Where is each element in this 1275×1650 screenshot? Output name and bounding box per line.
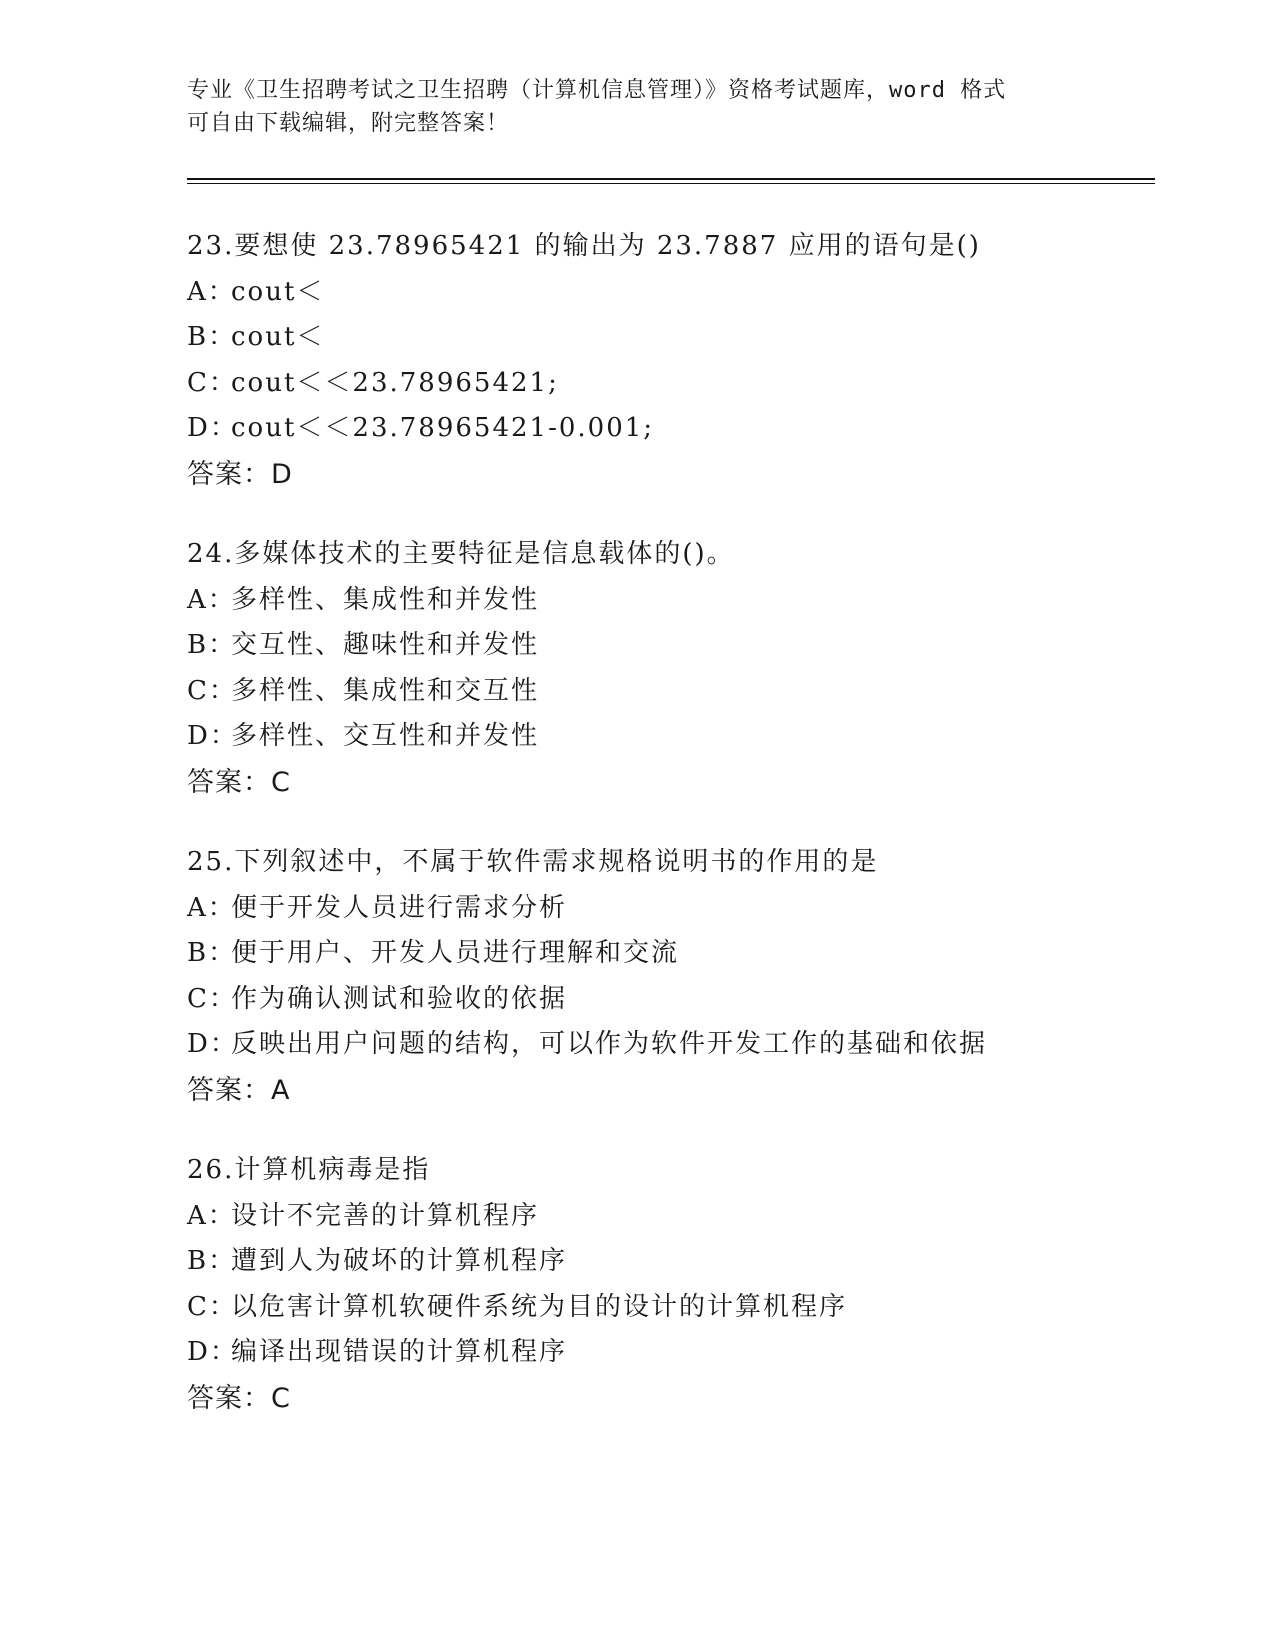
question-stem: 23.要想使 23.78965421 的输出为 23.7887 应用的语句是(): [187, 231, 981, 261]
option-label: A：: [187, 584, 236, 615]
option-text: 遭到人为破坏的计算机程序: [231, 1246, 568, 1276]
question-23: [187, 224, 1187, 497]
option-d: [187, 1330, 1187, 1376]
question-stem: 24.多媒体技术的主要特征是信息载体的()。: [187, 539, 735, 569]
option-text: cout＜: [231, 322, 325, 352]
header-divider: [187, 178, 1155, 184]
option-label: D：: [187, 413, 238, 443]
option-d: [187, 1022, 1187, 1068]
option-text: cout＜: [231, 276, 325, 307]
option-label: B：: [187, 322, 237, 352]
option-text: 以危害计算机软硬件系统为目的设计的计算机程序: [231, 1291, 848, 1322]
answer: 答案：A: [187, 1074, 291, 1106]
option-a: [187, 578, 1187, 624]
option-b: [187, 1239, 1187, 1285]
option-label: B：: [187, 938, 237, 968]
document-header: [187, 74, 1087, 140]
answer: 答案：C: [187, 1382, 291, 1414]
option-label: B：: [187, 630, 237, 660]
option-text: 编译出现错误的计算机程序: [231, 1337, 568, 1367]
option-label: C：: [187, 983, 237, 1014]
option-text: 多样性、集成性和并发性: [231, 584, 540, 615]
question-stem: 26.计算机病毒是指: [187, 1155, 431, 1185]
question-26: [187, 1148, 1187, 1421]
option-label: C：: [187, 1291, 237, 1322]
header-line-2: 可自由下载编辑，附完整答案！: [187, 111, 510, 136]
option-d: [187, 714, 1187, 760]
option-a: [187, 886, 1187, 932]
answer: 答案：D: [187, 458, 293, 490]
option-b: [187, 623, 1187, 669]
question-24: [187, 532, 1187, 805]
option-label: C：: [187, 675, 237, 706]
option-label: A：: [187, 276, 236, 307]
option-label: D：: [187, 1337, 238, 1367]
option-label: B：: [187, 1246, 237, 1276]
option-label: A：: [187, 1200, 236, 1231]
option-text: cout＜＜23.78965421;: [231, 367, 559, 398]
option-a: [187, 270, 1187, 316]
option-label: D：: [187, 721, 238, 751]
option-b: [187, 315, 1187, 361]
option-label: A：: [187, 892, 236, 923]
option-label: D：: [187, 1029, 238, 1059]
option-text: 便于开发人员进行需求分析: [231, 892, 568, 923]
option-c: [187, 361, 1187, 407]
option-c: [187, 669, 1187, 715]
option-text: 反映出用户问题的结构，可以作为软件开发工作的基础和依据: [231, 1029, 988, 1059]
option-label: C：: [187, 367, 237, 398]
question-25: [187, 840, 1187, 1113]
option-b: [187, 931, 1187, 977]
option-text: 交互性、趣味性和并发性: [231, 630, 540, 660]
option-text: 设计不完善的计算机程序: [231, 1200, 540, 1231]
option-text: 作为确认测试和验收的依据: [231, 983, 568, 1014]
option-c: [187, 1285, 1187, 1331]
option-d: [187, 406, 1187, 452]
answer: 答案：C: [187, 766, 291, 798]
header-line-1: 专业《卫生招聘考试之卫生招聘（计算机信息管理）》资格考试题库，word 格式: [187, 78, 1007, 103]
option-text: 多样性、交互性和并发性: [231, 721, 540, 751]
option-a: [187, 1194, 1187, 1240]
option-text: 多样性、集成性和交互性: [231, 675, 540, 706]
question-stem: 25.下列叙述中，不属于软件需求规格说明书的作用的是: [187, 847, 879, 877]
option-c: [187, 977, 1187, 1023]
option-text: cout＜＜23.78965421-0.001;: [231, 413, 655, 443]
option-text: 便于用户、开发人员进行理解和交流: [231, 938, 680, 968]
